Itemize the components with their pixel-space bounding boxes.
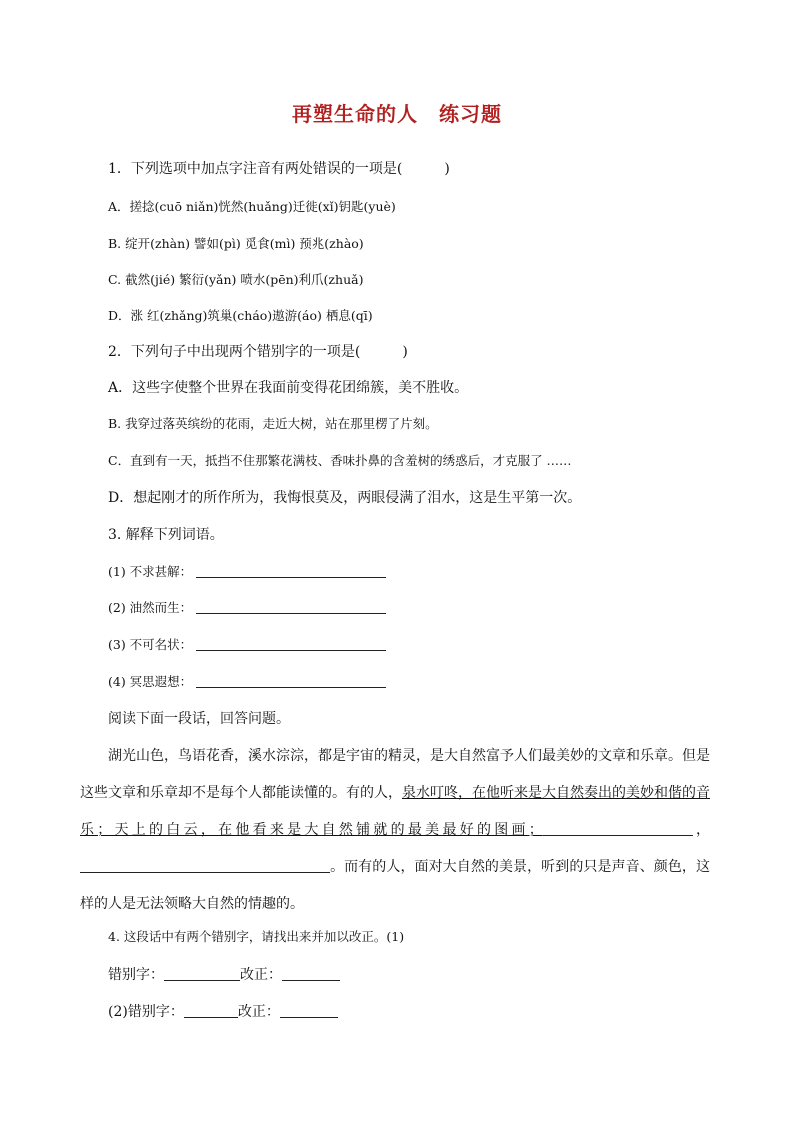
fix-label: 改正： bbox=[237, 1004, 280, 1020]
typo-label: 错别字： bbox=[108, 967, 164, 983]
question-3-item-2 bbox=[108, 598, 386, 616]
question-2-option-b: B. 我穿过落英缤纷的花雨，走近大树，站在那里楞了片刻。 bbox=[108, 416, 438, 431]
question-2-option-a: A．这些字使整个世界在我面前变得花团绵簇，美不胜收。 bbox=[108, 380, 469, 396]
reading-intro: 阅读下面一段话，回答问题。 bbox=[108, 711, 290, 727]
answer-blank[interactable] bbox=[196, 565, 386, 578]
item-label: (2) 油然而生： bbox=[108, 600, 193, 615]
fix-label: 改正： bbox=[240, 967, 282, 983]
answer-blank[interactable] bbox=[196, 638, 386, 651]
fix-blank[interactable] bbox=[280, 1005, 338, 1018]
passage-comma: ， bbox=[692, 822, 711, 838]
question-2-stem: 2．下列句子中出现两个错别字的一项是( ) bbox=[108, 344, 408, 360]
passage-text-1: 湖光山色，鸟语花香，溪水淙淙，都是宇宙的精灵，是大自然富予人们最美妙的文章和乐章。但是这些文章和乐章却不是每个人都能读懂的。有的人， bbox=[80, 748, 710, 801]
question-4-row-1 bbox=[108, 964, 340, 984]
passage-blank-1[interactable] bbox=[543, 821, 693, 836]
typo-blank[interactable] bbox=[184, 1005, 238, 1018]
passage-blank-2[interactable] bbox=[80, 858, 330, 873]
typo-blank[interactable] bbox=[164, 968, 240, 981]
fix-blank[interactable] bbox=[282, 968, 340, 981]
answer-blank[interactable] bbox=[196, 601, 386, 614]
question-3-stem: 3. 解释下列词语。 bbox=[108, 527, 224, 543]
reading-passage bbox=[80, 738, 710, 923]
question-2-option-c: C．直到有一天，抵挡不住那繁花满枝、香味扑鼻的含羞树的绣惑后，才克服了 …… bbox=[108, 453, 572, 468]
question-1-stem: 1．下列选项中加点字注音有两处错误的一项是( ) bbox=[108, 161, 450, 177]
question-1-option-c: C. 截然(jié) 繁衍(yǎn) 喷水(pēn)利爪(zhuǎ) bbox=[108, 272, 364, 287]
question-1-option-a: A．搓捻(cuō niǎn)恍然(huǎng)迁徙(xǐ)钥匙(yuè) bbox=[108, 199, 396, 214]
passage-underlined-text: 泉水叮咚，在他听来是大自然奏出的美妙和偕的音乐；天上的白云，在他看来是大自然铺就的最美最好的图画； bbox=[80, 785, 710, 838]
typo-label: (2)错别字： bbox=[108, 1004, 184, 1020]
question-3-item-3 bbox=[108, 635, 386, 653]
passage-text-2: 。而有的人，面对大自然的美景，听到的只是声音、颜色，这样的人是无法领略大自然的情趣的。 bbox=[80, 859, 710, 912]
question-1-option-d: D．涨 红(zhǎng)筑巢(cháo)遨游(áo) 栖息(qī) bbox=[108, 308, 373, 323]
question-3-item-4 bbox=[108, 672, 386, 690]
question-4-row-2 bbox=[108, 1001, 338, 1021]
question-3-item-1 bbox=[108, 562, 386, 580]
page-title: 再塑生命的人 练习题 bbox=[292, 102, 502, 126]
question-4-stem: 4. 这段话中有两个错别字，请找出来并加以改正。(1) bbox=[108, 929, 405, 944]
question-2-option-d: D．想起刚才的所作所为，我悔恨莫及，两眼侵满了泪水，这是生平第一次。 bbox=[108, 490, 582, 506]
item-label: (4) 冥思遐想： bbox=[108, 674, 193, 689]
question-1-option-b: B. 绽开(zhàn) 譬如(pì) 觅食(mì) 预兆(zhào) bbox=[108, 236, 364, 251]
item-label: (3) 不可名状： bbox=[108, 637, 193, 652]
item-label: (1) 不求甚解： bbox=[108, 564, 193, 579]
answer-blank[interactable] bbox=[196, 675, 386, 688]
